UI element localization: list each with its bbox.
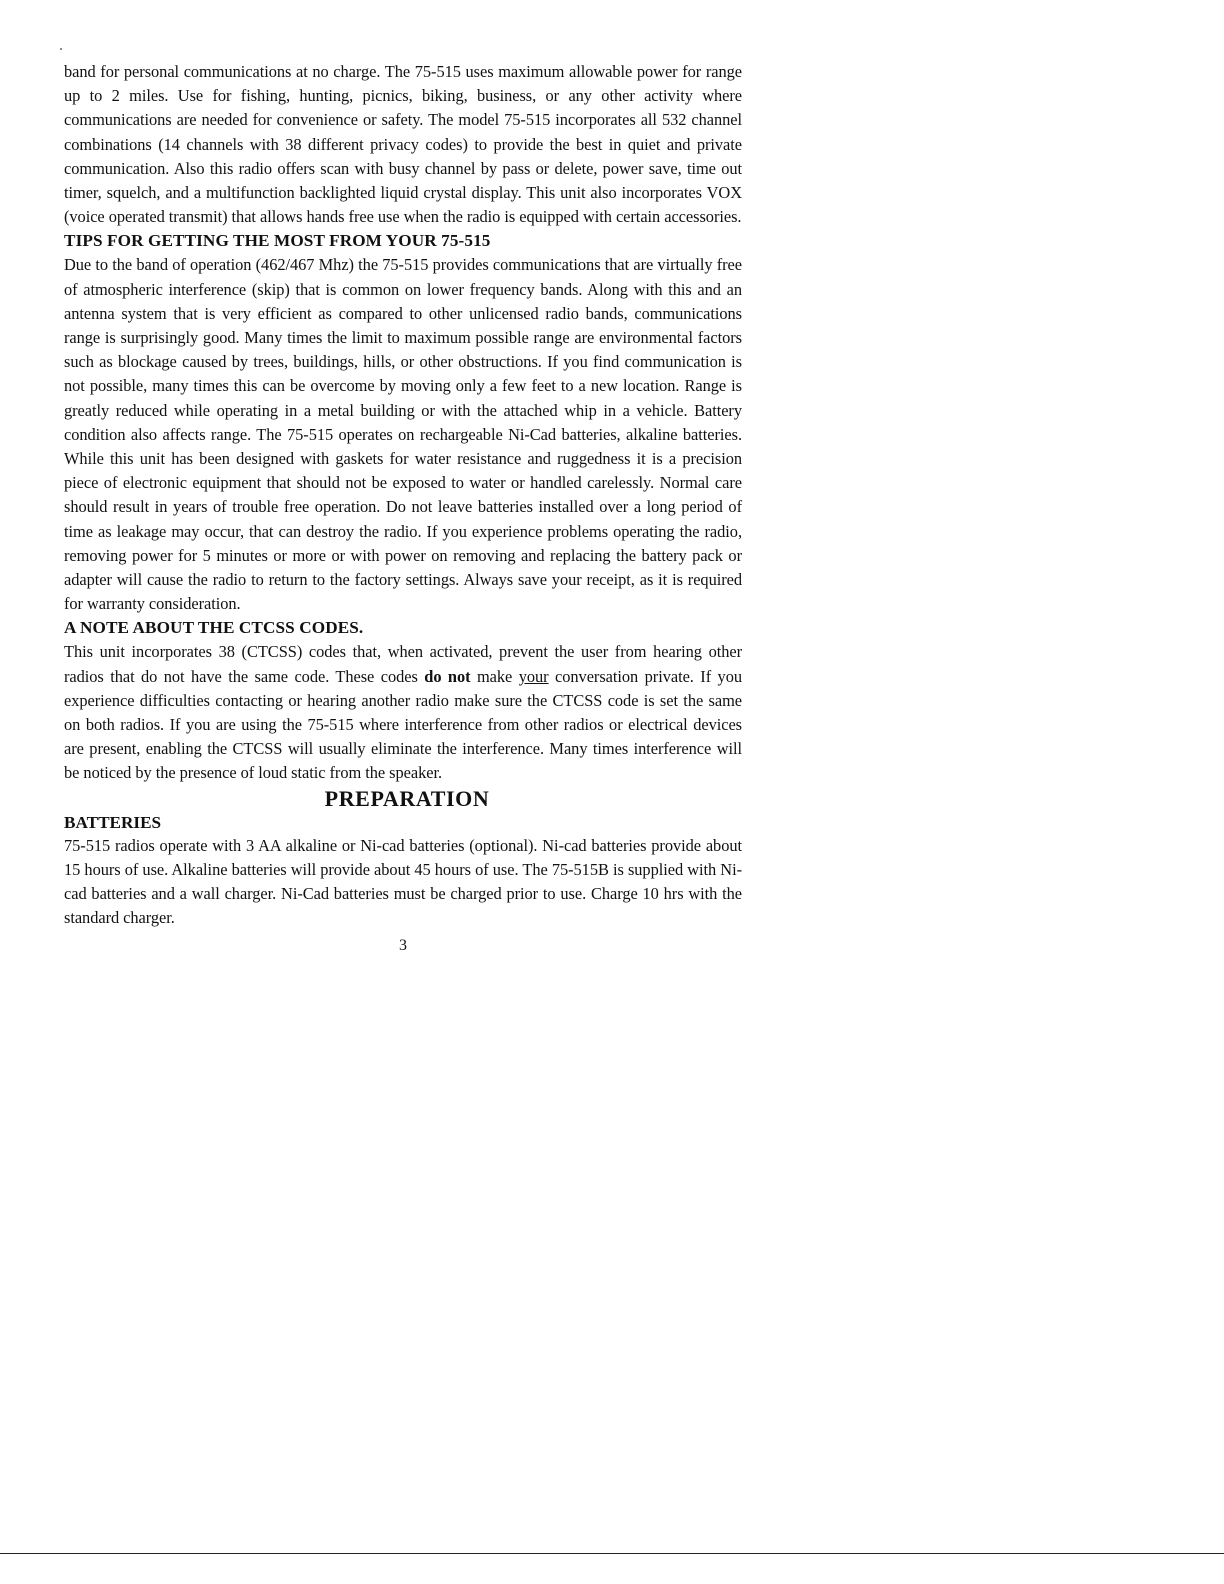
- ctcss-underlined-word: your: [518, 666, 549, 686]
- manual-page: [64, 60, 742, 957]
- ctcss-bold-phrase: do not: [424, 666, 471, 686]
- ctcss-text-before: This unit incorporates 38 (CTCSS) codes that, when activated, prevent the user from hearing other radios that do not have the same code. These codes: [64, 642, 742, 686]
- tips-paragraph: Due to the band of operation (462/467 Mhz) the 75-515 provides communications that are virtually free of atmospheric interference (skip) that is common on lower frequency bands. Along with this and an antenna system that is very efficient as compared to other unlicensed radio bands, communications range is surprisingly good. Many times the limit to maximum possible range are environmental factors such as blockage caused by trees, buildings, hills, or other obstructions. If you find communication is not possible, many times this can be overcome by moving only a few feet to a new location. Range is greatly reduced while operating in a metal building or with the attached whip in a vehicle. Battery condition also affects range. The 75-515 operates on rechargeable Ni-Cad batteries, alkaline batteries. While this unit has been designed with gaskets for water resistance and ruggedness it is a precision piece of electronic equipment that should not be exposed to water or handled carelessly. Normal care should result in years of trouble free operation. Do not leave batteries installed over a long period of time as leakage may occur, that can destroy the radio. If you experience problems operating the radio, removing power for 5 minutes or more or with power on removing and replacing the battery pack or adapter will cause the radio to return to the factory settings. Always save your receipt, as it is required for warranty consideration.: [64, 255, 742, 614]
- tips-heading: TIPS FOR GETTING THE MOST FROM YOUR 75-515: [64, 231, 491, 251]
- intro-paragraph: band for personal communications at no charge. The 75-515 uses maximum allowable power for range up to 2 miles. Use for fishing, hunting, picnics, biking, business, or any other activity where communications are needed for convenience or safety. The model 75-515 incorporates all 532 channel combinations (14 channels with 38 different privacy codes) to provide the best in quiet and private communication. Also this radio offers scan with busy channel by pass or delete, power save, time out timer, squelch, and a multifunction backlighted liquid crystal display. This unit also incorporates VOX (voice operated transmit) that allows hands free use when the radio is equipped with certain accessories.: [64, 62, 742, 227]
- ctcss-heading: A NOTE ABOUT THE CTCSS CODES.: [64, 618, 364, 638]
- preparation-heading: PREPARATION: [324, 785, 490, 811]
- batteries-paragraph: 75-515 radios operate with 3 AA alkaline or Ni-cad batteries (optional). Ni-cad batteries provide about 15 hours of use. Alkaline batteries will provide about 45 hours of use. The 75-515B is supplied with Ni-cad batteries and a wall charger. Ni-Cad batteries must be charged prior to use. Charge 10 hrs with the standard charger.: [64, 835, 742, 928]
- page-number: 3: [399, 936, 407, 954]
- ctcss-paragraph: [64, 640, 742, 785]
- bottom-rule-divider: [0, 1553, 1224, 1554]
- scan-speck: [60, 48, 62, 50]
- batteries-heading: BATTERIES: [64, 812, 162, 832]
- ctcss-text-after: conversation private. If you experience difficulties contacting or hearing another radio make sure the CTCSS code is set the same on both radios. If you are using the 75-515 where interference from other radios or electrical devices are present, enabling the CTCSS will usually eliminate the interference. Many times interference will be noticed by the presence of loud static from the speaker.: [64, 666, 742, 783]
- ctcss-text-middle: make: [470, 666, 519, 686]
